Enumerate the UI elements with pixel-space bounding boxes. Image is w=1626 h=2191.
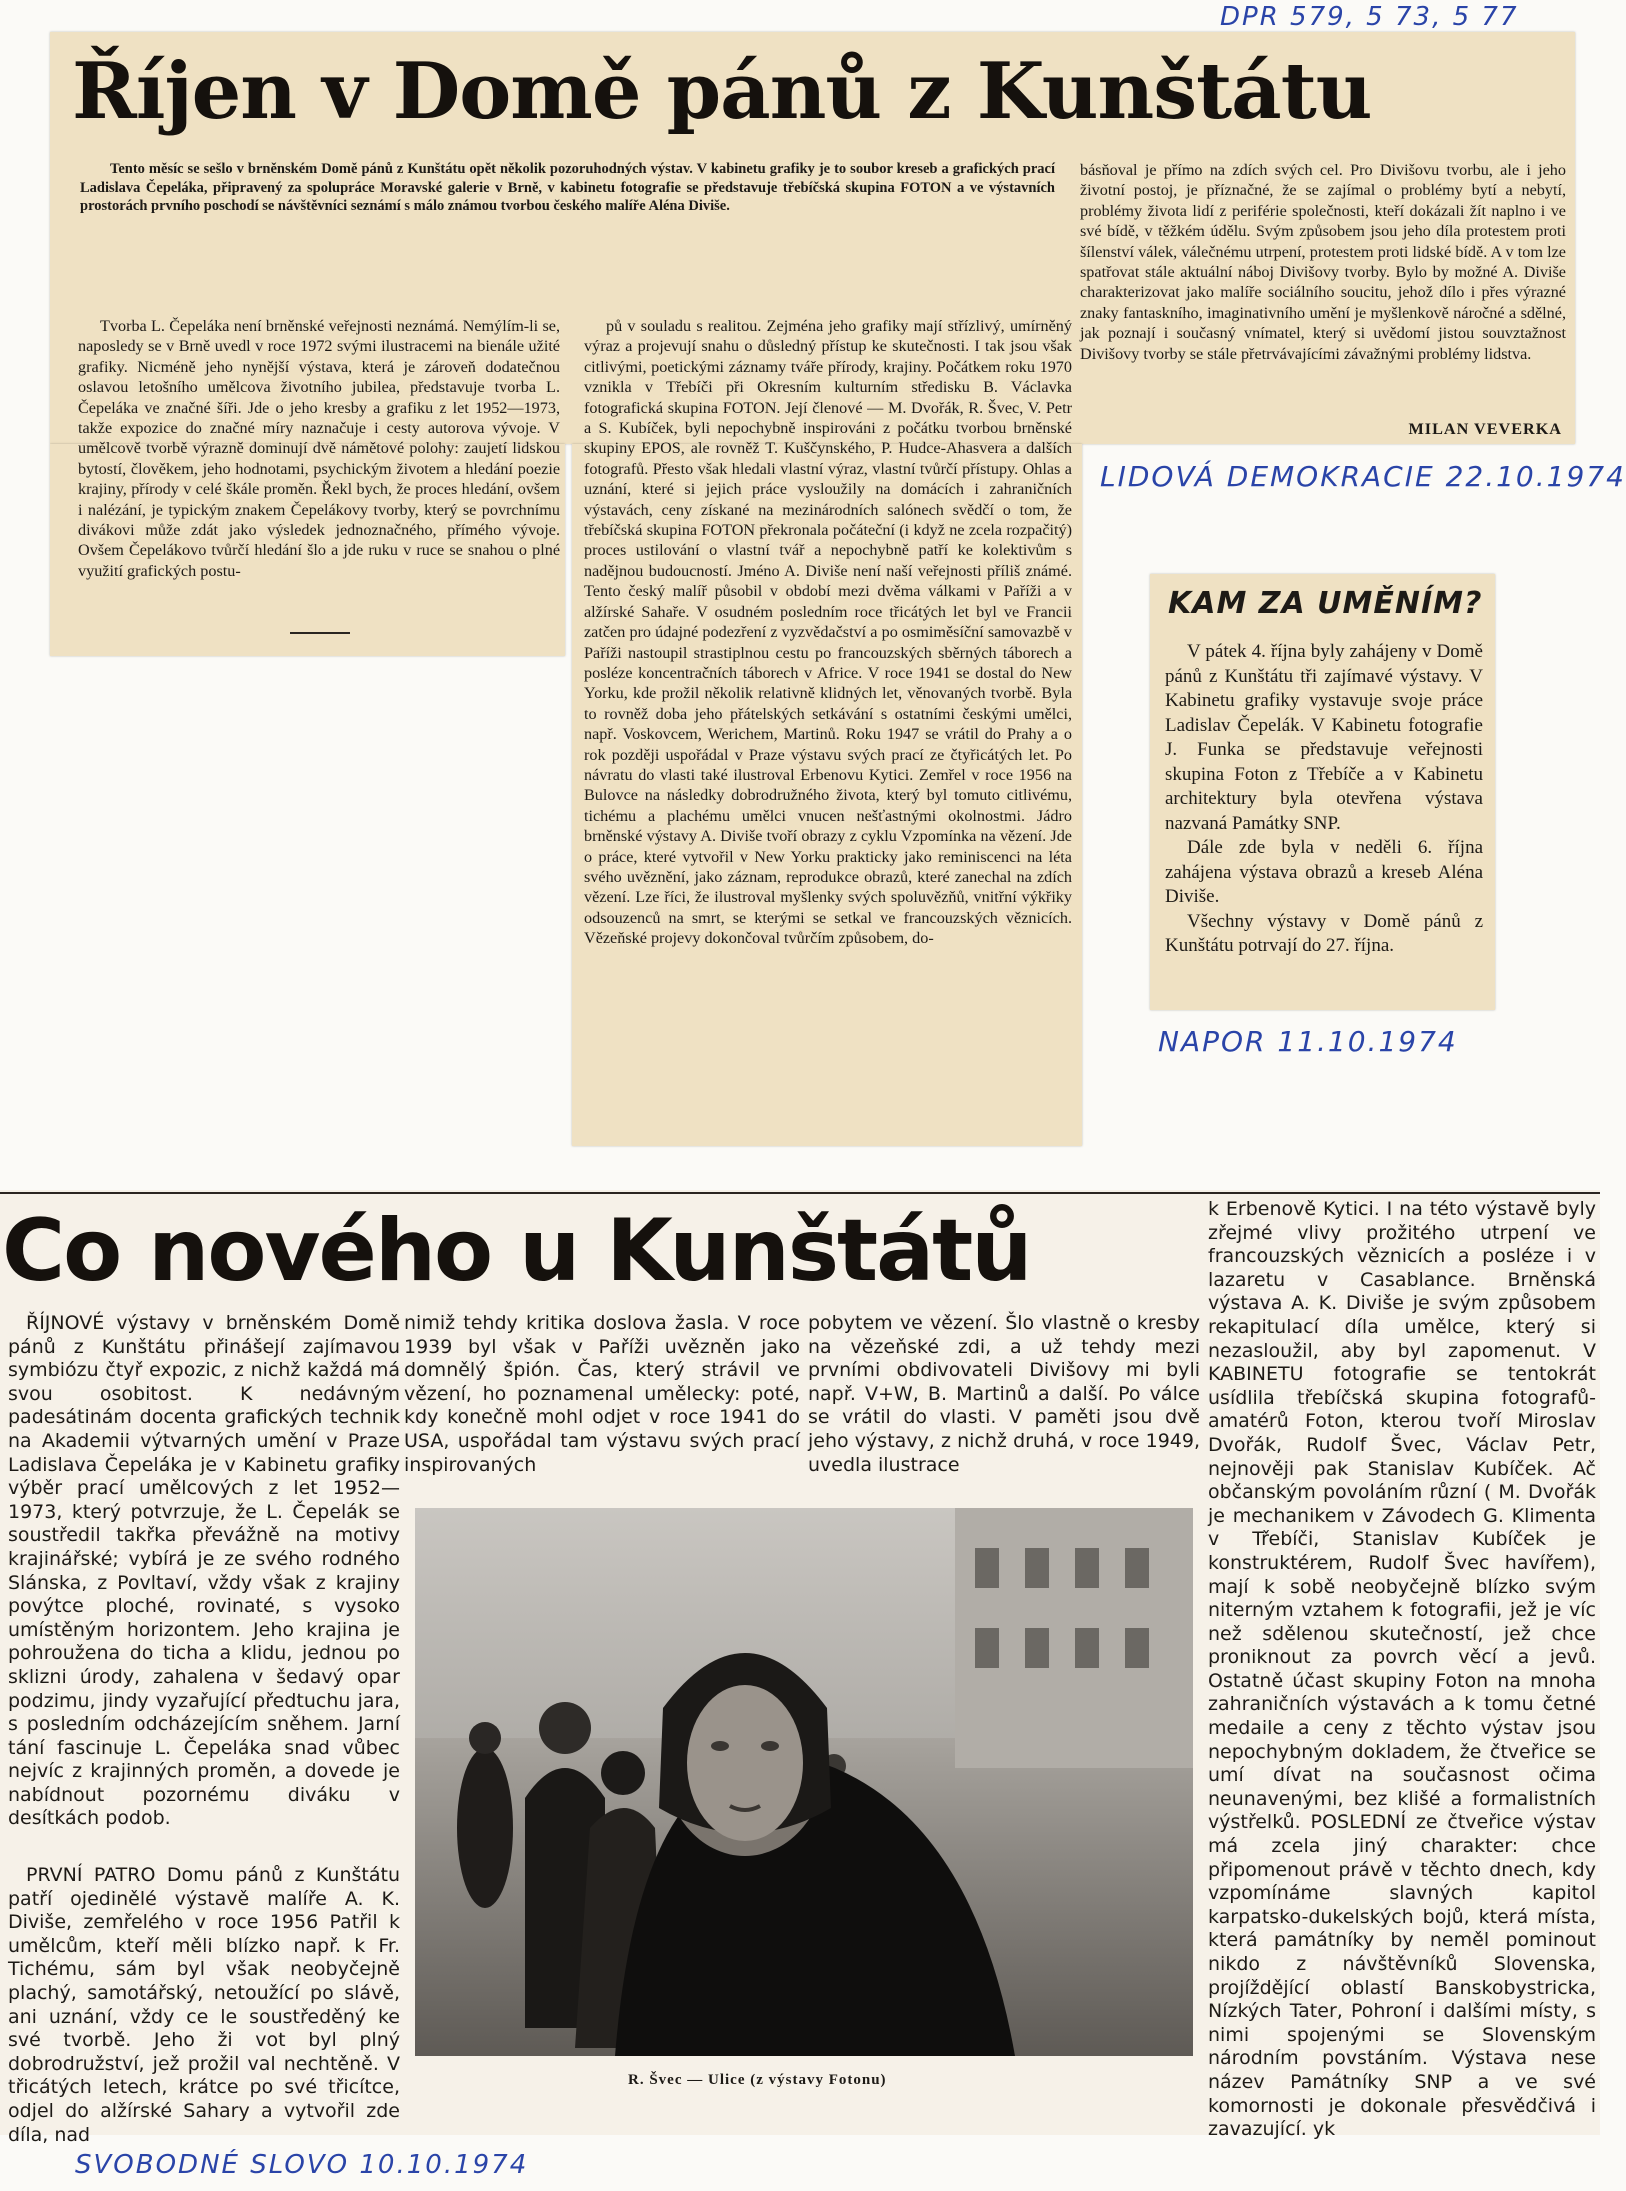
text-divis-cont: básňoval je přímo na zdích svých cel. Pro Divišovu tvorbu, ale i jeho životní postoj, je příznačné, že se zajímal o problémy bytí a nebytí, problémy života lidí z periférie společnosti, kteří dokázali žít naplno i ve své bídě, v těžkém údělu. Svým způsobem jsou jeho díla protestem proti šílenství válek, válečnému utrpení, protestem proti lidské bídě. A v tom lze spatřovat stále aktuální náboj Divišovy tvorby. Bylo by možné A. Diviše charakterizovat jako malíře sociálního soucitu, jehož dílo i přes výrazné znaky fantaskního, imaginativního umění je myšlenkově náročné a sdělné, jak poznají i současný vnímatel, který si uvědomí jistou souvztažnost Divišovy tvorby se stále přetrvávajícími závažnými problémy lidstva. [1080, 161, 1566, 363]
text-cepelak: Tvorba L. Čepeláka není brněnské veřejnosti neznámá. Nemýlím-li se, naposledy se v Brně uvedl v roce 1972 svými ilustracemi na bienále užité grafiky. Nicméně jeho nynější výstava, která je zároveň dodatečnou oslavou letošního umělcova životního jubilea, představuje tvorba L. Čepeláka ve značné šíři. Jde o jeho kresby a grafiku z let 1952—1973, takže expozice do značné míry naznačuje i cesty autorova vývoje. V umělcově tvorbě výrazně dominují dvě námětové polohy: zaujetí lidskou bytostí, člověkem, jeho hodnotami, psychickým životem a hledání poezie krajiny, přírody v celé škále proměn. Řekl bych, že proces hledání, ovšem i nalézání, je typickým znakem Čepelákovy tvorby, který se povrchnímu divákovi může zdát jako výsledek jednoznačného, přímého vývoje. Ovšem Čepelákovo tvůrčí hledání šlo a jde ruku v ruce se snahou o plné využití grafických postu- [78, 317, 560, 580]
col-rijen-1 [78, 316, 560, 648]
kam-za-umenim-title: KAM ZA UMĚNÍM? [1168, 586, 1483, 621]
col-rijen-3 [1080, 160, 1566, 438]
lidova-demokracie-annotation: LIDOVÁ DEMOKRACIE 22.10.1974 [1100, 460, 1626, 493]
kam-p1: V pátek 4. října byly zahájeny v Domě pánů z Kunštátu tři zajímavé výstavy. V Kabinetu grafiky vystavuje svoje práce Ladislav Čepelák. V Kabinetu fotografie J. Funka se představuje veřejnosti skupina Foton z Třebíče a v Kabinetu architektury byla otevřena výstava nazvaná Památky SNP. [1165, 641, 1483, 834]
headline-rijen: Říjen v Domě pánů z Kunštátu [72, 46, 1372, 137]
signature-veverka: MILAN VEVERKA [1408, 420, 1562, 438]
photo-street-scene [415, 1508, 1193, 2056]
photo-caption: R. Švec — Ulice (z výstavy Fotonu) [628, 2072, 887, 2088]
kam-p3: Všechny výstavy v Domě pánů z Kunštátu potrvají do 27. října. [1165, 910, 1483, 956]
text-divis-2: PRVNÍ PATRO Domu pánů z Kunštátu patří ojedinělé výstavě malíře A. K. Diviše, zemřelého v roce 1956 Patřil k umělcům, kteří měli blízko např. k Fr. Tichému, sám byl však neobyčejně plachý, samotářský, netoužící po slávě, ani uznání, vždy ce le soustředěný ke své tvorbě. Jeho ži vot byl plný dobrodružství, jež prožil val nechtěně. V třicátých letech, krátce po své třicítce, odjel do alžírské Sahary a vytvořil zde díla, nad [8, 1864, 400, 2146]
col-co-noveho-1 [8, 1312, 400, 1864]
kam-p2: Dále zde byla v neděli 6. října zahájena výstava obrazů a kreseb Aléna Diviše. [1165, 837, 1483, 907]
lead-rijen: Tento měsíc se sešlo v brněnském Domě pánů z Kunštátu opět několik pozoruhodných výstav. V kabinetu grafiky je to soubor kreseb a grafických prací Ladislava Čepeláka, připravený za spolupráce Moravské galerie v Brně, v kabinetu fotografie se představuje třebíčská skupina FOTON a ve výstavních prostorách prvního poschodí se návštěvníci seznámí s málo známou tvorbou českého malíře Aléna Diviše. [80, 161, 1055, 215]
col-co-noveho-1b [8, 1864, 400, 2146]
col-co-noveho-3 [808, 1312, 1200, 1498]
headline-co-noveho: Co nového u Kunštátů [2, 1201, 1031, 1301]
street-photograph [415, 1508, 1193, 2056]
text-divis-2b: nimiž tehdy kritika doslova žasla. V roce 1939 byl však v Paříži uvězněn jako domnělý špión. Čas, který strávil ve vězení, ho poznamenal umělecky: poté, kdy konečně mohl odjet v roce 1941 do USA, uspořádal tam výstavu svých prací inspirovaných [404, 1312, 800, 1476]
napor-annotation: NAPOR 11.10.1974 [1158, 1025, 1458, 1058]
col-rijen-2 [584, 316, 1072, 1138]
text-foton-divis: pů v souladu s realitou. Zejména jeho grafiky mají střízlivý, umírněný výraz a projevují snahu o důsledný přístup ke skutečnosti. I tak jsou však citlivými, poetickými záznamy tváře přírody, krajiny. Počátkem roku 1970 vznikla v Třebíči při Okresním kulturním středisku B. Václavka fotografická skupina FOTON. Její členové — M. Dvořák, R. Švec, V. Petr a S. Kubíček, byli nepochybně inspirováni z počátku tvorbou brněnské skupiny EPOS, ale rovněž T. Kuščynského, P. Hudce-Ahasvera a dalších fotografů. Přesto však hledali vlastní výraz, vlastní tvůrčí přístupy. Ohlas a uznání, které si jejich práce vysloužily na domácích i zahraničních výstavách, ceny získané na mezinárodních salónech svědčí o tom, že třebíčská skupina FOTON překronala počáteční (i když ne zcela rozpačitý) proces ustilování o vlastní tvář a nepochybně patří ke kolektivům s nadějnou budoucností. Jméno A. Diviše není naší veřejnosti příliš známé. Tento český malíř působil v období mezi dvěma válkami v Paříži a v alžírské Sahaře. V osudném posledním roce třicátých let byl ve Francii zatčen pro údajné podezření z vyzvědačství a po osmiměsíční samovazbě v Paříži nastoupil strastiplnou cestu po francouzských sběrných táborech a posléze koncentračních táborech v Africe. V roce 1941 se dostal do New Yorku, kde prožil několik relativně klidných let, věnovaných tvorbě. Byla to rovněž doba jeho přátelských setkávání s ostatními českými umělci, např. Voskovcem, Werichem, Martinů. Roku 1947 se vrátil do Prahy a o rok později uspořádal v Praze výstavu svých prací ze čtyřicátých let. Po návratu do vlasti také ilustroval Erbenovu Kytici. Zemřel v roce 1956 na Bulovce na následky dobrodružného života, který byl tomuto citlivému, tichému a plachému umělci vnucen nešťastnými okolnostmi. Jádro brněnské výstavy A. Diviše tvoří obrazy z cyklu Vzpomínka na vězení. Jde o práce, které vytvořil v New Yorku prakticky jako reminiscenci na léta svého uvěznění, jako záznam, reprodukce obrazů, které zanechal na zdích vězení. Lze říci, že ilustroval myšlenky svých spoluvězňů, vnitřní výkřiky odsouzenců na smrt, se kterými se setkal ve francouzských věznicích. Vězeňské projevy dokončoval tvůrčím způsobem, do- [584, 317, 1072, 948]
text-cepelak-2: ŘÍJNOVÉ výstavy v brněnském Domě pánů z Kunštátu přinášejí zajímavou symbiózu čtyř expozic, z nichž každá má svou osobitost. K nedávným padesátinám docenta grafických technik na Akademii výtvarných umění v Praze Ladislava Čepeláka je v Kabinetu grafiky výběr prací umělcových z let 1952—1973, který potvrzuje, že L. Čepelák se soustředil takřka převážně na motivy krajinářské; vybírá je ze svého rodného Slánska, z Povltaví, vždy však z krajiny povýtce ploché, rovinaté, s vysoko umístěným horizontem. Jeho krajina je pohroužena do ticha a klidu, jednou po sklizni úrody, zahalena v šedavý opar podzimu, jindy vyzařující předtuchu jara, s posledním odcházejícím sněhem. Jarní tání fascinuje L. Čepeláka snad vůbec nejvíc z krajinných proměn, a dovede je nabídnout pozornému diváku v desítkách podob. [8, 1312, 400, 1830]
col-co-noveho-2 [404, 1312, 800, 1498]
text-divis-2c: pobytem ve vězení. Šlo vlastně o kresby na vězeňské zdi, a už tehdy mezi prvními obdivovateli Divišovy mi byli např. V+W, B. Martinů a další. Po válce se vrátil do vlasti. V paměti jsou dvě jeho výstavy, z nichž druhá, v roce 1949, uvedla ilustrace [808, 1312, 1200, 1476]
kam-za-umenim-text [1165, 640, 1483, 1006]
col-co-noveho-4 [1208, 1198, 1596, 2141]
svobodne-slovo-annotation: SVOBODNÉ SLOVO 10.10.1974 [75, 2150, 529, 2180]
top-rule-co-noveho [0, 1192, 1600, 1194]
text-foton-2: k Erbenově Kytici. I na této výstavě byly zřejmé vlivy prožitého utrpení ve francouzských věznicích a posléze i v lazaretu v Casablance. Brněnská výstava A. K. Diviše je svým způsobem rekapitulací díla umělce, který si nezasloužil, aby byl zapomenut. V KABINETU fotografie se tentokrát usídlila třebíčská skupina fotografů-amatérů Foton, kterou tvoří Miroslav Dvořák, Rudolf Švec, Václav Petr, nejnověji pak Stanislav Kubíček. Ač občanským povoláním různí ( M. Dvořák je mechanikem v Závodech G. Klimenta v Třebíči, Stanislav Kubíček je konstruktérem, Rudolf Švec havířem), mají k sobě neobyčejně blízko svým niterným vztahem k fotografii, jež je víc než sdělenou skutečností, jež chce proniknout za povrch věcí a jevů. Ostatně účast skupiny Foton na mnoha zahraničních výstavách a k tomu četné medaile a ceny z těchto výstav jsou nepochybným dokladem, že čtveřice se umí dívat na současnost očima neunavenými, bez klišé a formalistních výstřelků. POSLEDNÍ ze čtveřice výstav má zcela jiný charakter: chce připomenout právě v těchto dnech, kdy vzpomínáme slavných kapitol karpatsko-dukelských bojů, která místa, která památníky by neměl pominout nikdo z návštěvníků Slovenska, projíždějící oblastí Banskobystricka, Nízkých Tater, Pohroní i dalšími místy, s nimi spojenými se Slovenským národním povstáním. Výstava nese název Památníky SNP a ve své komornosti je dokonale přesvědčivá i zavazující. yk [1208, 1198, 1596, 2141]
divider-ornament [290, 632, 350, 634]
archive-number-annotation: DPR 579, 5 73, 5 77 [1220, 2, 1519, 32]
